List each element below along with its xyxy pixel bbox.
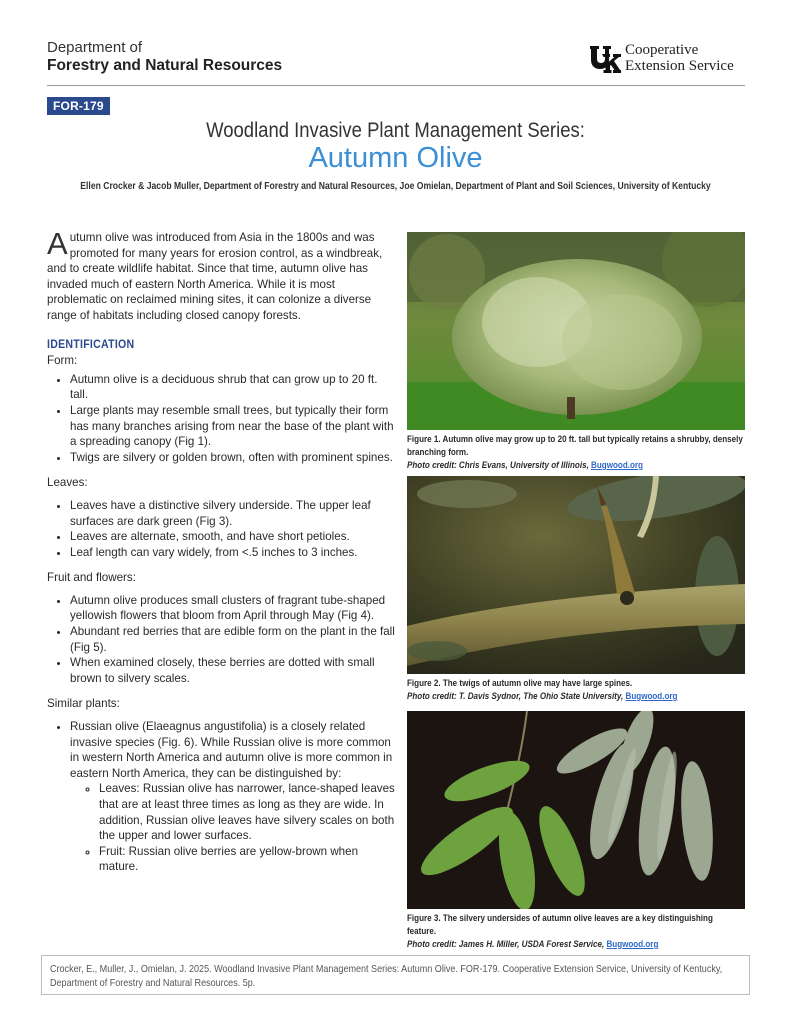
list-item: • Autumn olive is a deciduous shrub that can grow up to 20 ft. tall. [70,372,397,403]
figure-2-photo [407,476,745,674]
body-column [47,226,397,875]
figure-3-caption [407,912,743,951]
list-item: • When examined closely, these berries are dotted with small brown to silvery scales. [70,655,397,686]
list-item: • Autumn olive produces small clusters of fragrant tube-shaped yellowish flowers that bloom from April through May (Fig 4). [70,593,397,624]
caption-credit: Photo credit: T. Davis Sydnor, The Ohio State University, [407,691,624,702]
form-list [47,372,397,466]
citation-text: Crocker, E., Muller, J., Omielan, J. 2025. Woodland Invasive Plant Management Series: Autumn Olive. FOR-179. Cooperative Extension Service, University of Kentucky, Department of Forestry and Natural Resources. 5p. [50,963,723,989]
series-title: Woodland Invasive Plant Management Series: [206,119,585,142]
list-item: ◦ Leaves: Russian olive has narrower, lance-shaped leaves that are at least three times as long as they are wide. In addition, Russian olive leaves have silvery scales on both the upper and lower surfaces. [99,781,397,843]
caption-text: Figure 3. The silvery undersides of autumn olive leaves are a key distinguishing feature. [407,913,713,937]
intro-paragraph [47,226,397,324]
uk-logo-icon [589,44,621,74]
list-item-text: Russian olive (Elaeagnus angustifolia) is a closely related invasive species (Fig. 6). While Russian olive is more common in western North America and autumn olive is more common in eastern North America, they can be distinguished by: [70,720,393,780]
fruit-list [47,593,397,687]
authors-line: Ellen Crocker & Jacob Muller, Department of Forestry and Natural Resources, Joe Omielan, Department of Plant and Soil Sciences, University of Kentucky [80,181,711,192]
extension-label-line2: Extension Service [625,58,734,74]
list-item: • Large plants may resemble small trees, but typically their form has many branches arising from near the base of the plant with a spreading canopy (Fig 1). [70,403,397,450]
bugwood-link[interactable]: Bugwood.org [606,939,659,950]
list-item: • Twigs are silvery or golden brown, often with prominent spines. [70,450,397,466]
list-item: • Leaves have a distinctive silvery underside. The upper leaf surfaces are dark green (Fig 3). [70,498,397,529]
list-item: • Leaves are alternate, smooth, and have short petioles. [70,529,397,545]
fruit-label: Fruit and flowers: [47,571,136,585]
list-item: • Abundant red berries that are edible form on the plant in the fall (Fig 5). [70,624,397,655]
leaves-label: Leaves: [47,476,88,490]
figure-2-caption [407,677,743,703]
header-divider [47,85,745,86]
form-label: Form: [47,354,78,368]
extension-label-line1: Cooperative [625,42,699,58]
bugwood-link[interactable]: Bugwood.org [591,460,643,471]
citation-box [41,955,750,995]
caption-credit: Photo credit: James H. Miller, USDA Forest Service, [407,939,605,950]
figure-1-caption [407,433,743,472]
identification-heading: IDENTIFICATION [47,336,135,351]
leaves-list [47,498,397,560]
list-item [70,719,397,875]
department-label: Department of [47,39,143,56]
intro-text: utumn olive was introduced from Asia in the 1800s and was promoted for many years for erosion control, as a windbreak, and to create wildlife habitat. Since that time, autumn olive has invaded much of eastern North America. While it is most problematic on reclaimed mining sites, it can colonize a diverse range of habitats including closed canopy forests. [47,231,383,322]
caption-text: Figure 1. Autumn olive may grow up to 20 ft. tall but typically retains a shrubby, densely branching form. [407,434,743,458]
similar-plants-label: Similar plants: [47,697,120,711]
department-name: Forestry and Natural Resources [47,57,283,74]
figure-1-photo [407,232,745,430]
similar-plants-list [47,719,397,875]
page-title: Autumn Olive [308,142,483,174]
bugwood-link[interactable]: Bugwood.org [625,691,678,702]
list-item: • Leaf length can vary widely, from <.5 inches to 3 inches. [70,545,397,561]
list-item: ◦ Fruit: Russian olive berries are yellow-brown when mature. [99,844,397,875]
drop-cap: A [47,226,68,261]
figure-3-photo [407,711,745,909]
publication-number-badge: FOR-179 [47,97,110,115]
caption-text: Figure 2. The twigs of autumn olive may have large spines. [407,678,633,689]
caption-credit: Photo credit: Chris Evans, University of Illinois, [407,460,589,471]
similar-plants-sublist [70,781,397,875]
